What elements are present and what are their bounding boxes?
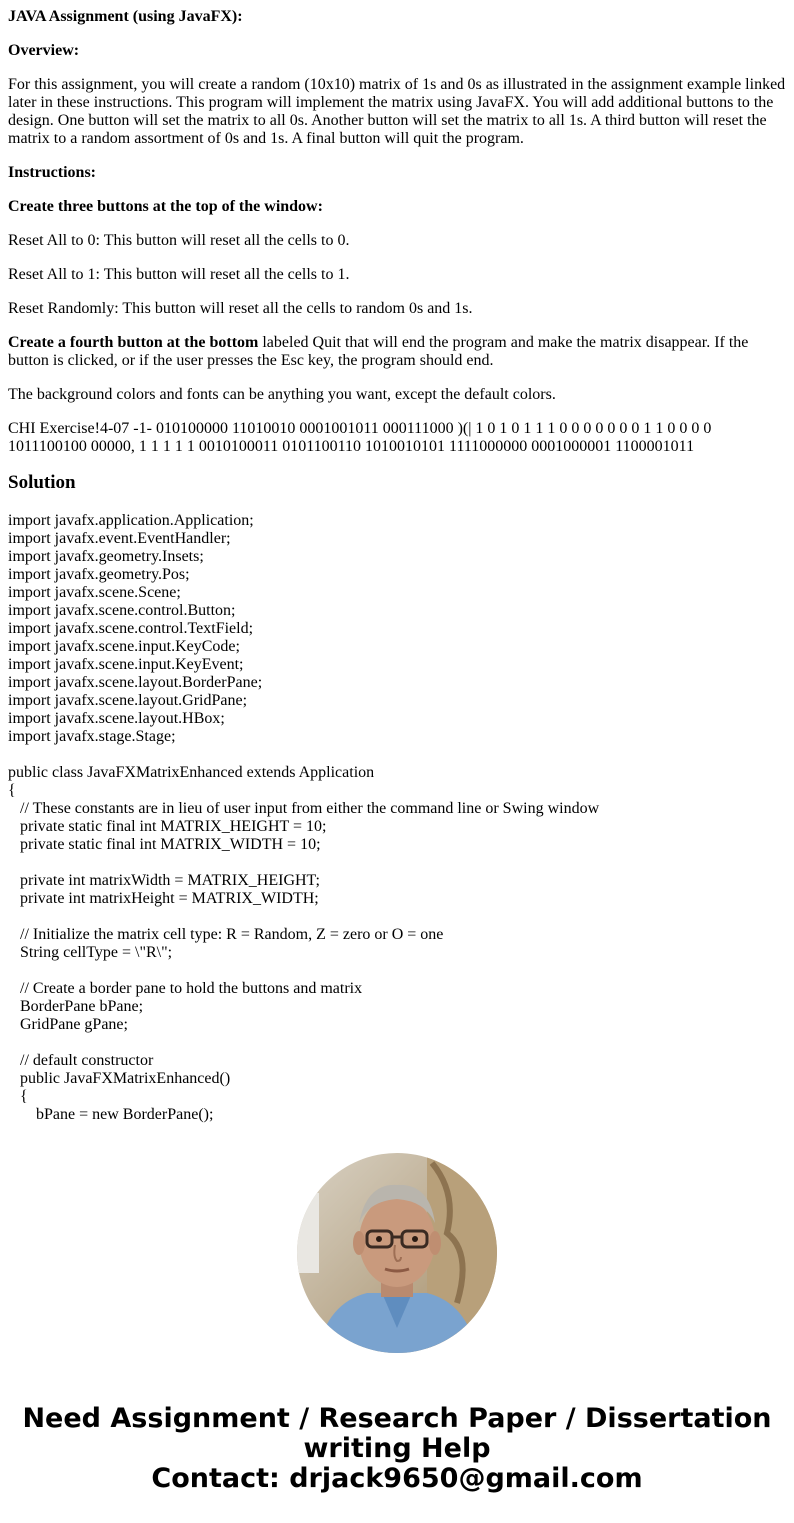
code-line: BorderPane bPane; xyxy=(8,998,144,1015)
solution-heading: Solution xyxy=(8,472,76,493)
code-line: private static final int MATRIX_WIDTH = 10; xyxy=(8,836,321,853)
import-line: import javafx.geometry.Pos; xyxy=(8,566,190,583)
code-line xyxy=(8,854,790,872)
import-line: import javafx.scene.input.KeyCode; xyxy=(8,638,240,655)
code-line: // Create a border pane to hold the buttons and matrix xyxy=(8,980,363,997)
fourth-button-bold: Create a fourth button at the bottom xyxy=(8,334,259,351)
three-buttons-heading: Create three buttons at the top of the window: xyxy=(8,198,323,215)
document-body xyxy=(8,8,790,1124)
fourth-button-paragraph xyxy=(8,334,790,370)
import-line: import javafx.scene.layout.BorderPane; xyxy=(8,674,263,691)
code-block xyxy=(8,764,790,1124)
import-line: import javafx.application.Application; xyxy=(8,512,254,529)
code-line: // Initialize the matrix cell type: R = Random, Z = zero or O = one xyxy=(8,926,444,943)
code-line: { xyxy=(8,782,16,799)
import-line: import javafx.geometry.Insets; xyxy=(8,548,204,565)
instructions-heading: Instructions: xyxy=(8,164,97,181)
reset-random-text: Reset Randomly: This button will reset all the cells to random 0s and 1s. xyxy=(8,300,473,317)
code-line xyxy=(8,962,790,980)
banner-line-1: Need Assignment / Research Paper / Dissertation xyxy=(22,1403,772,1434)
import-line: import javafx.event.EventHandler; xyxy=(8,530,231,547)
exercise-text: CHI Exercise!4-07 -1- 010100000 11010010 0001001011 000111000 )(| 1 0 1 0 1 1 1 0 0 0 0 0 0 0 1 1 0 0 0 0 1011100100 00000, 1 1 1 1 1 0010100011 0101100110 1010010101 1111000000 0001000001 1100001011 xyxy=(8,420,712,455)
import-line: import javafx.scene.control.Button; xyxy=(8,602,236,619)
reset-one-text: Reset All to 1: This button will reset all the cells to 1. xyxy=(8,266,350,283)
code-line: private int matrixHeight = MATRIX_WIDTH; xyxy=(8,890,319,907)
import-line: import javafx.scene.Scene; xyxy=(8,584,181,601)
code-line: GridPane gPane; xyxy=(8,1016,128,1033)
colors-note: The background colors and fonts can be anything you want, except the default colors. xyxy=(8,386,556,403)
import-line: import javafx.scene.input.KeyEvent; xyxy=(8,656,244,673)
contact-banner xyxy=(0,1404,794,1494)
author-avatar xyxy=(297,1153,497,1353)
banner-contact: Contact: drjack9650@gmail.com xyxy=(151,1463,643,1494)
code-line: { xyxy=(8,1088,28,1105)
page-title: JAVA Assignment (using JavaFX): xyxy=(8,8,243,25)
import-line: import javafx.scene.layout.GridPane; xyxy=(8,692,248,709)
code-line: // default constructor xyxy=(8,1052,154,1069)
import-line: import javafx.scene.control.TextField; xyxy=(8,620,254,637)
portrait-image xyxy=(297,1153,497,1353)
code-line: bPane = new BorderPane(); xyxy=(8,1106,214,1123)
code-line xyxy=(8,1034,790,1052)
reset-zero-text: Reset All to 0: This button will reset all the cells to 0. xyxy=(8,232,350,249)
code-line: // These constants are in lieu of user input from either the command line or Swing window xyxy=(8,800,600,817)
code-line: private static final int MATRIX_HEIGHT = 10; xyxy=(8,818,327,835)
overview-text: For this assignment, you will create a random (10x10) matrix of 1s and 0s as illustrated in the assignment example linked later in these instructions. This program will implement the matrix using JavaFX. You will add additional buttons to the design. One button will set the matrix to all 0s. Another button will set the matrix to all 1s. A third button will reset the matrix to a random assortment of 0s and 1s. A final button will quit the program. xyxy=(8,76,786,147)
import-line: import javafx.scene.layout.HBox; xyxy=(8,710,225,727)
fourth-button-rest: labeled Quit that will end the program and make the matrix disappear. If the button is clicked, or if the user presses the Esc key, the program should end. xyxy=(8,334,749,369)
overview-heading: Overview: xyxy=(8,42,80,59)
import-block xyxy=(8,512,790,746)
code-line: String cellType = \"R\"; xyxy=(8,944,173,961)
banner-line-2: writing Help xyxy=(303,1433,491,1464)
code-line: private int matrixWidth = MATRIX_HEIGHT; xyxy=(8,872,320,889)
code-line xyxy=(8,908,790,926)
import-line: import javafx.stage.Stage; xyxy=(8,728,176,745)
code-line: public JavaFXMatrixEnhanced() xyxy=(8,1070,231,1087)
code-line: public class JavaFXMatrixEnhanced extends Application xyxy=(8,764,375,781)
